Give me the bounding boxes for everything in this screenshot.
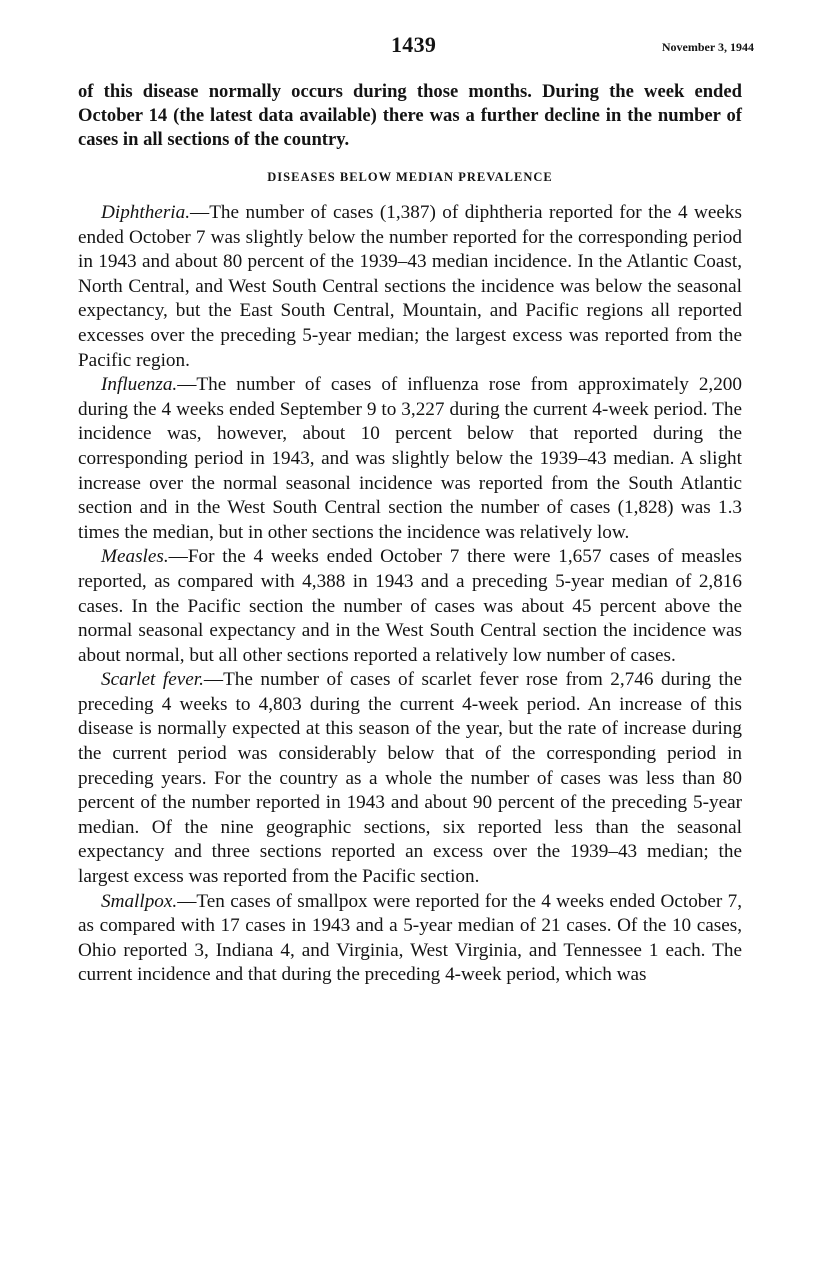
page-number: 1439 [391,32,437,57]
section-heading: DISEASES BELOW MEDIAN PREVALENCE [267,170,553,184]
paragraph-text-influenza: —The number of cases of influenza rose from approximately 2,200 during the 4 weeks ended September 9 to 3,227 during the current 4-week period. The incidence was, however, about 10 percent below that reported during the corresponding period in 1943, and was slightly below the 1939–43 median. A slight increase over the normal seasonal incidence was reported from the South Atlantic section and in the West South Central section the number of cases (1,828) was 1.3 times the median, but in other sections the incidence was relatively low. [78,374,742,543]
paragraph-influenza [78,373,742,545]
paragraph-text-measles: —For the 4 weeks ended October 7 there were 1,657 cases of measles reported, as compared with 4,388 in 1943 and a preceding 5-year median of 2,816 cases. In the Pacific section the number of cases was about 45 percent above the normal seasonal expectancy and in the West South Central section the incidence was about normal, but all other sections reported a relatively low number of cases. [78,546,742,666]
paragraph-text-smallpox: —Ten cases of smallpox were reported for the 4 weeks ended October 7, as compared with 17 cases in 1943 and a 5-year median of 21 cases. Of the 10 cases, Ohio reported 3, Indiana 4, and Virginia, West Virginia, and Tennessee 1 each. The current incidence and that during the preceding 4-week period, which was [78,890,742,986]
document-page [78,32,754,988]
run-in-title-diphtheria: Diphtheria. [101,202,191,223]
paragraph-smallpox [78,890,742,988]
paragraph-diphtheria [78,201,742,373]
run-in-title-smallpox: Smallpox. [101,890,178,912]
paragraph-measles [78,545,742,668]
run-in-title-measles: Measles. [101,546,169,568]
paragraph-text-scarlet-fever: —The number of cases of scarlet fever rose from 2,746 during the preceding 4 weeks to 4,803 during the current 4-week period. An increase of this disease is normally expected at this season of the year, but the rate of increase during the current period was considerably below that of the corresponding period in preceding years. For the country as a whole the number of cases was less than 80 percent of the number reported in 1943 and about 90 percent of the preceding 5-year median. Of the nine geographic sections, six reported less than the seasonal expectancy and three sections reported an excess over the 1939–43 median; the largest excess was reported from the Pacific section. [78,669,742,888]
run-in-title-influenza: Influenza. [101,374,178,396]
running-head [78,32,754,62]
body-text [78,80,742,988]
paragraph-text-diphtheria: —The number of cases (1,387) of diphtheria reported for the 4 weeks ended October 7 was slightly below the number reported for the corresponding period in 1943 and about 80 percent of the 1939–43 median incidence. In the Atlantic Coast, North Central, and West South Central sections the incidence was below the seasonal expectancy, but the East South Central, Mountain, and Pacific regions all reported excesses over the preceding 5-year median; the largest excess was reported from the Pacific region. [78,202,742,371]
issue-date: November 3, 1944 [661,40,754,54]
run-in-title-scarlet-fever: Scarlet fever. [101,669,204,691]
paragraph-scarlet-fever [78,668,742,889]
intro-paragraph: of this disease normally occurs during those months. During the week ended October 14 (the latest data available) there was a further decline in the number of cases in all sections of the country. [78,81,742,150]
